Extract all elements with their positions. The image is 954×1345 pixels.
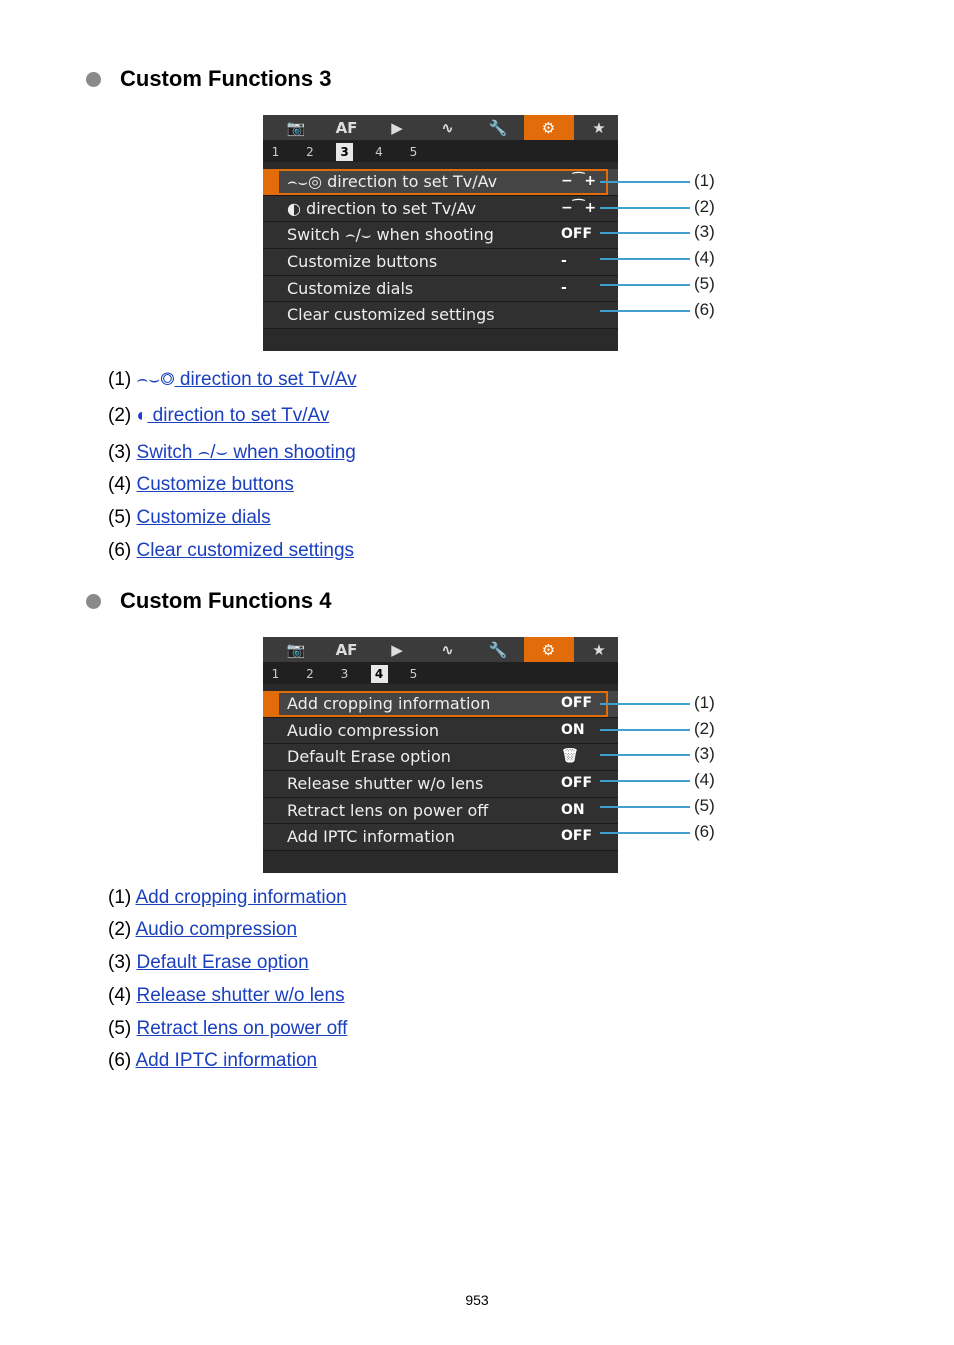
menu-rows xyxy=(263,691,618,851)
item-number: (6) xyxy=(108,1050,132,1071)
menu-row-label: Add cropping information xyxy=(287,694,491,713)
section-heading-cf3 xyxy=(86,66,331,92)
list-item xyxy=(108,507,271,529)
menu-row xyxy=(263,744,618,771)
callout-line xyxy=(600,780,690,782)
menu-tabs xyxy=(263,115,618,140)
item-link[interactable] xyxy=(137,985,345,1006)
menu-row-value: −⁀+ xyxy=(561,173,597,189)
list-item xyxy=(108,1050,317,1072)
menu-row xyxy=(263,169,618,196)
menu-subtab: 2 xyxy=(306,667,314,681)
menu-tab: 📷 xyxy=(286,118,306,137)
item-link-text: Add IPTC information xyxy=(135,1050,318,1071)
list-item xyxy=(108,985,345,1007)
menu-row-label: Default Erase option xyxy=(287,747,451,767)
item-link[interactable] xyxy=(137,540,355,561)
item-link[interactable] xyxy=(135,919,297,940)
bullet-icon xyxy=(86,72,101,87)
menu-tab: ★ xyxy=(592,118,606,137)
item-link-text: Clear customized settings xyxy=(136,540,355,561)
item-link-text: Customize dials xyxy=(136,507,271,528)
callout-label: (5) xyxy=(694,795,715,815)
bullet-icon xyxy=(86,594,101,609)
menu-row-label: Add IPTC information xyxy=(287,827,455,847)
menu-subtab: 3 xyxy=(336,143,353,161)
list-item xyxy=(108,405,329,427)
menu-tab: ★ xyxy=(592,640,606,659)
callout-label: (2) xyxy=(694,196,715,216)
menu-row xyxy=(263,249,618,276)
menu-subtabs xyxy=(263,140,618,162)
list-item xyxy=(108,919,297,941)
callout-line xyxy=(600,754,690,756)
callout-label: (2) xyxy=(694,718,715,738)
callout-line xyxy=(600,832,690,834)
heading-text: Custom Functions 3 xyxy=(120,66,332,91)
menu-tab: ⚙ xyxy=(524,637,574,662)
menu-subtab: 5 xyxy=(409,145,418,159)
callout-line xyxy=(600,310,690,312)
menu-subtab: 1 xyxy=(271,145,280,159)
menu-row-label: Release shutter w/o lens xyxy=(287,774,484,794)
dial-icon: ◐ xyxy=(136,405,148,425)
menu-row xyxy=(263,302,618,329)
item-number: (4) xyxy=(108,474,132,495)
menu-row-value: ON xyxy=(561,801,585,818)
list-item xyxy=(108,369,357,391)
item-number: (2) xyxy=(108,919,132,940)
menu-tab: ▶ xyxy=(391,118,403,137)
item-number: (4) xyxy=(108,985,132,1006)
page-number: 953 xyxy=(465,1292,489,1308)
item-number: (3) xyxy=(108,952,132,973)
menu-tab: 📷 xyxy=(286,640,306,659)
menu-row xyxy=(263,771,618,798)
item-link-text: direction to set Tv/Av xyxy=(174,369,357,390)
callout-label: (4) xyxy=(694,770,715,790)
menu-tab: AF xyxy=(335,118,358,137)
item-link[interactable] xyxy=(137,507,271,528)
callout-label: (1) xyxy=(694,171,715,190)
item-link[interactable] xyxy=(135,1050,317,1071)
menu-row-label: ◐ direction to set Tv/Av xyxy=(287,198,477,218)
menu-row xyxy=(263,276,618,303)
list-item xyxy=(108,540,354,562)
item-number: (1) xyxy=(108,887,132,908)
menu-row-value: −⁀+ xyxy=(561,199,597,216)
menu-row-label: ⌢⌣◎ direction to set Tv/Av xyxy=(287,172,498,191)
item-number: (2) xyxy=(108,405,132,426)
item-number: (6) xyxy=(108,540,132,561)
menu-subtab: 1 xyxy=(271,667,280,681)
menu-tab: ⚙ xyxy=(524,115,574,140)
callout-line xyxy=(600,181,690,183)
item-number: (3) xyxy=(108,442,132,463)
menu-row-value: OFF xyxy=(561,695,593,711)
item-number: (5) xyxy=(108,507,132,528)
heading-text: Custom Functions 4 xyxy=(120,588,332,613)
item-link[interactable] xyxy=(137,474,294,495)
menu-tab: AF xyxy=(335,640,358,659)
section-heading-cf4 xyxy=(86,588,331,614)
menu-row-label: Audio compression xyxy=(287,720,440,740)
menu-subtab: 3 xyxy=(340,667,349,681)
callout-label: (3) xyxy=(694,222,715,242)
item-number: (1) xyxy=(108,369,132,390)
item-link-text: Default Erase option xyxy=(136,952,309,973)
item-link[interactable] xyxy=(137,1018,348,1039)
callout-line xyxy=(600,258,690,260)
item-link[interactable] xyxy=(137,442,356,463)
menu-row xyxy=(263,222,618,249)
menu-tabs xyxy=(263,637,618,662)
menu-subtab: 5 xyxy=(409,667,418,681)
menu-row-value: OFF xyxy=(561,775,593,792)
camera-menu-screenshot-cf3 xyxy=(263,115,618,351)
menu-subtab: 4 xyxy=(375,145,383,159)
menu-row xyxy=(263,824,618,851)
menu-subtabs xyxy=(263,662,618,684)
item-link-text: Audio compression xyxy=(135,919,298,940)
menu-tab: 🔧 xyxy=(488,640,508,659)
list-item xyxy=(108,952,309,974)
menu-row xyxy=(263,691,618,718)
callout-line xyxy=(600,284,690,286)
item-link[interactable] xyxy=(137,405,330,426)
menu-row-label: Customize dials xyxy=(287,278,414,298)
item-number: (5) xyxy=(108,1018,132,1039)
menu-row-label: Switch ⌢/⌣ when shooting xyxy=(287,225,494,245)
item-link-text: Release shutter w/o lens xyxy=(136,985,345,1006)
menu-row-label: Clear customized settings xyxy=(287,305,495,325)
camera-menu-screenshot-cf4 xyxy=(263,637,618,873)
menu-tab: ▶ xyxy=(391,640,403,659)
dial-icon: ⌢⌣◎ xyxy=(136,369,175,389)
menu-row-label: Retract lens on power off xyxy=(287,800,489,820)
list-item xyxy=(108,474,294,496)
menu-subtab: 4 xyxy=(371,665,388,683)
menu-row-value: - xyxy=(561,253,567,270)
menu-row-value: OFF xyxy=(561,828,593,845)
list-item xyxy=(108,887,347,909)
menu-rows xyxy=(263,169,618,329)
menu-row xyxy=(263,196,618,223)
callout-line xyxy=(600,806,690,808)
menu-row-value: 🗑 xyxy=(561,748,579,765)
item-link-text: direction to set Tv/Av xyxy=(147,405,330,426)
menu-tab: 🔧 xyxy=(488,118,508,137)
menu-row-value: OFF xyxy=(561,226,593,243)
callout-label: (5) xyxy=(694,273,715,293)
menu-row xyxy=(263,798,618,825)
item-link-text: Switch ⌢/⌣ when shooting xyxy=(136,442,356,463)
menu-tab: ∿ xyxy=(441,118,454,137)
item-link[interactable] xyxy=(137,369,357,390)
callout-label: (3) xyxy=(694,744,715,764)
item-link-text: Add cropping information xyxy=(135,887,347,908)
callout-line xyxy=(600,207,690,209)
menu-row-label: Customize buttons xyxy=(287,252,438,272)
callout-label: (1) xyxy=(694,693,715,712)
callout-label: (6) xyxy=(694,821,715,841)
list-item xyxy=(108,1018,347,1040)
item-link-text: Retract lens on power off xyxy=(136,1018,348,1039)
item-link-text: Customize buttons xyxy=(136,474,294,495)
callout-label: (4) xyxy=(694,248,715,268)
menu-row-value: - xyxy=(561,279,567,296)
item-link[interactable] xyxy=(135,887,346,908)
menu-row xyxy=(263,718,618,745)
menu-subtab: 2 xyxy=(306,145,314,159)
menu-row-value: ON xyxy=(561,721,585,738)
callout-line xyxy=(600,232,690,234)
menu-tab: ∿ xyxy=(441,640,454,659)
list-item xyxy=(108,442,356,464)
callout-line xyxy=(600,729,690,731)
callout-label: (6) xyxy=(694,299,715,319)
callout-line xyxy=(600,703,690,705)
item-link[interactable] xyxy=(137,952,309,973)
